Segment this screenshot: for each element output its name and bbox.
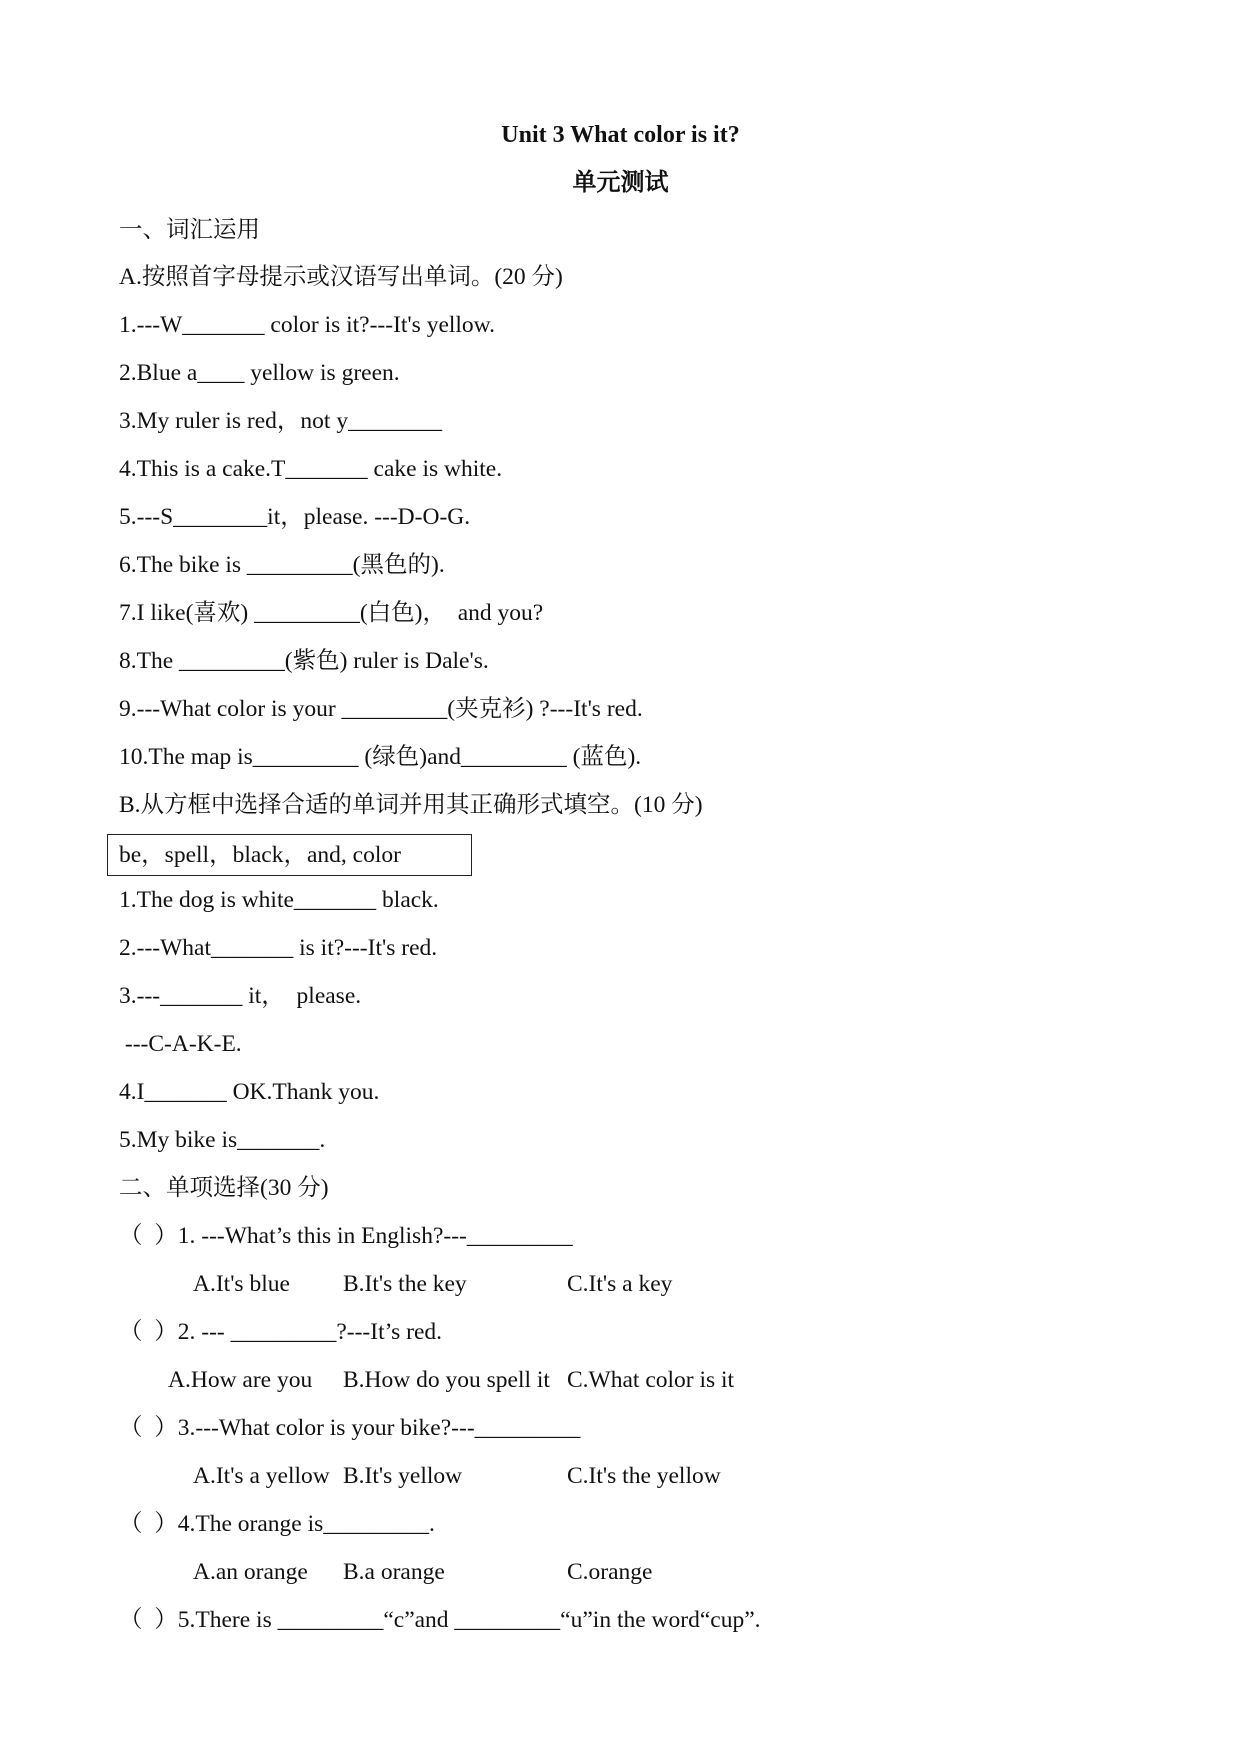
part-a-item: 1.---W_______ color is it?---It's yellow.: [119, 312, 495, 338]
part-a-item: 5.---S________it，please. ---D-O-G.: [119, 504, 471, 530]
question-stem: （ ）1. ---What’s this in English?---_________: [119, 1223, 573, 1249]
section-heading-choice: 二、单项选择(30 分): [119, 1175, 329, 1201]
question-stem: （ ）3.---What color is your bike?---_________: [119, 1415, 581, 1441]
part-b-item: 2.---What_______ is it?---It's red.: [119, 935, 438, 961]
question-stem: （ ）4.The orange is_________.: [119, 1511, 435, 1537]
part-a-instruction: A.按照首字母提示或汉语写出单词。(20 分): [119, 264, 563, 290]
option-a: A.It's blue: [193, 1271, 290, 1297]
part-a-item: 8.The _________(紫色) ruler is Dale's.: [119, 648, 489, 674]
option-b: B.How do you spell it: [343, 1367, 550, 1393]
word-box-words: be，spell，black，and, color: [119, 842, 401, 868]
section-heading-vocabulary: 一、词汇运用: [119, 217, 260, 243]
part-b-instruction: B.从方框中选择合适的单词并用其正确形式填空。(10 分): [119, 792, 703, 818]
part-a-item: 6.The bike is _________(黑色的).: [119, 552, 445, 578]
part-a-item: 7.I like(喜欢) _________(白色)， and you?: [119, 600, 544, 626]
part-b-item: 1.The dog is white_______ black.: [119, 887, 439, 913]
part-a-item: 2.Blue a____ yellow is green.: [119, 360, 400, 386]
part-a-item: 10.The map is_________ (绿色)and_________ (蓝色).: [119, 744, 642, 770]
page-subtitle: 单元测试: [572, 170, 669, 196]
option-c: C.It's the yellow: [567, 1463, 721, 1489]
part-b-item: 3.---_______ it， please.: [119, 983, 362, 1009]
option-a: A.How are you: [168, 1367, 313, 1393]
option-b: B.It's yellow: [343, 1463, 463, 1489]
option-b: B.It's the key: [343, 1271, 467, 1297]
option-c: C.orange: [567, 1559, 653, 1585]
part-b-item: 4.I_______ OK.Thank you.: [119, 1079, 380, 1105]
part-a-item: 4.This is a cake.T_______ cake is white.: [119, 456, 503, 482]
part-b-item: ---C-A-K-E.: [119, 1031, 242, 1057]
option-a: A.an orange: [193, 1559, 308, 1585]
page-title: Unit 3 What color is it?: [501, 122, 740, 148]
part-a-item: 9.---What color is your _________(夹克衫) ?---It's red.: [119, 696, 643, 722]
option-c: C.What color is it: [567, 1367, 735, 1393]
option-c: C.It's a key: [567, 1271, 673, 1297]
part-b-item: 5.My bike is_______.: [119, 1127, 326, 1153]
option-a: A.It's a yellow: [193, 1463, 330, 1489]
question-stem: （ ）5.There is _________“c”and _________“u”in the word“cup”.: [119, 1607, 761, 1633]
option-b: B.a orange: [343, 1559, 445, 1585]
question-stem: （ ）2. --- _________?---It’s red.: [119, 1319, 443, 1345]
part-a-item: 3.My ruler is red，not y________: [119, 408, 443, 434]
